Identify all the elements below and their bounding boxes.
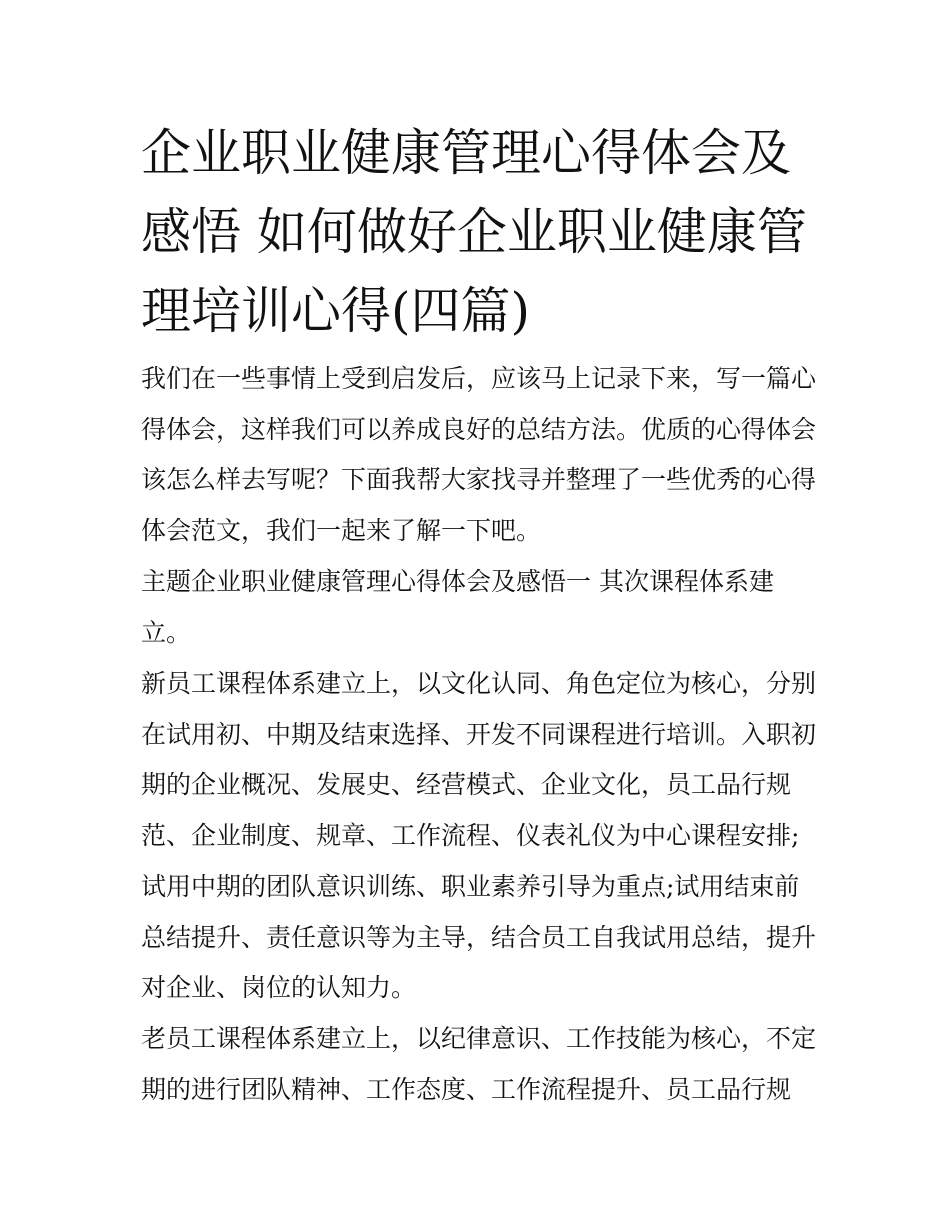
paragraph-line: 体会范文，我们一起来了解一下吧。 [141, 516, 542, 545]
paragraph-line: 老员工课程体系建立上，以纪律意识、工作技能为核心，不定 [141, 1024, 817, 1053]
document-title: 企业职业健康管理心得体会及感悟 如何做好企业职业健康管理培训心得(四篇) [141, 124, 807, 340]
paragraph-line: 范、企业制度、规章、工作流程、仪表礼仪为中心课程安排; [141, 821, 800, 850]
paragraph-line: 期的进行团队精神、工作态度、工作流程提升、员工品行规 [141, 1075, 792, 1104]
paragraph-line: 试用中期的团队意识训练、职业素养引导为重点;试用结束前 [141, 872, 800, 901]
paragraph-line: 得体会，这样我们可以养成良好的总结方法。优质的心得体会 [141, 415, 817, 444]
paragraph-line: 该怎么样去写呢？下面我帮大家找寻并整理了一些优秀的心得 [141, 465, 817, 494]
paragraph-line: 我们在一些事情上受到启发后，应该马上记录下来，写一篇心 [141, 364, 817, 393]
paragraph-line: 期的企业概况、发展史、经营模式、企业文化，员工品行规 [141, 770, 792, 799]
paragraph-line: 新员工课程体系建立上，以文化认同、角色定位为核心，分别 [141, 669, 817, 698]
paragraph-line: 主题企业职业健康管理心得体会及感悟一 其次课程体系建 [141, 567, 774, 596]
paragraph-line: 在试用初、中期及结束选择、开发不同课程进行培训。入职初 [141, 720, 817, 749]
paragraph-line: 对企业、岗位的认知力。 [141, 973, 417, 1002]
paragraph-line: 立。 [141, 618, 192, 647]
paragraph-line: 总结提升、责任意识等为主导，结合员工自我试用总结，提升 [141, 923, 817, 952]
